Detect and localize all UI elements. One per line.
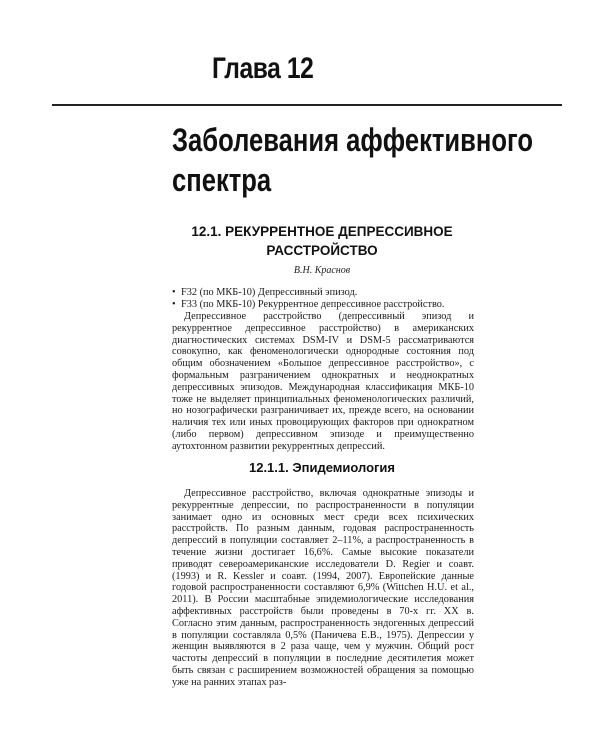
chapter-title-line: Заболевания аффективного (172, 122, 533, 158)
chapter-divider (52, 104, 562, 106)
icd-code-list (172, 287, 474, 311)
chapter-title-line: спектра (172, 162, 272, 198)
list-item: • F33 (по МКБ-10) Рекуррентное депрессивное расстройство. (172, 299, 474, 311)
section-heading (172, 222, 472, 260)
paragraph-text: Депрессивное расстройство (депрессивный эпизод и рекуррентное депрессивное расстройство) в американских диагностических системах DSM-IV и DSM-5 рассматриваются совокупно, как феноменологически однородные состояния под общим обозначением «Большое депрессивное расстройство», с формальным разграничением однократных и неоднократных депрессивных эпизодов. Международная классификация МКБ-10 тоже не выделяет принципиальных феноменологических различий, но нозографически разграничивает их, прежде всего, на основании наличия тех или иных провоцирующих факторов при однократном (либо первом) депрессивном эпизоде и преимущественно аутохтонном развитии рекуррентных депрессий. (172, 311, 474, 452)
section-heading-line: РАССТРОЙСТВО (266, 243, 378, 258)
list-item: • F32 (по МКБ-10) Депрессивный эпизод. (172, 287, 474, 299)
subsection-heading: 12.1.1. Эпидемиология (248, 460, 395, 475)
section-heading-line: 12.1. РЕКУРРЕНТНОЕ ДЕПРЕССИВНОЕ (191, 224, 453, 239)
paragraph-text: Депрессивное расстройство, включая однократные эпизоды и рекуррентные депрессии, по распространенности в популяции занимает одно из основных мест среди всех психических расстройств. По разным данным, годовая распространенность депрессий в популяции составляет 2–11%, а распространенность в течение жизни достигает 16,6%. Самые высокие показатели приводят североамериканские исследователи D. Regier и соавт. (1993) и R. Kessler и соавт. (1994, 2007). Европейские данные годовой распространенности составляют 6,9% (Wittchen H.U. et al., 2011). В России масштабные эпидемиологические исследования аффективных расстройств были проведены в 70-х гг. XX в. Согласно этим данным, распространенность эндогенных депрессий в популяции составляла 0,5% (Паничева Е.В., 1975). Депрессии у женщин выявляются в 2 раза чаще, чем у мужчин. Общий рост частоты депрессий в популяции в последние десятилетия может быть связан с расширением возможностей обращения за помощью уже на ранних этапах раз- (172, 488, 474, 688)
section-intro-paragraph (172, 311, 474, 453)
epidemiology-paragraph (172, 488, 474, 689)
author-byline: В.Н. Краснов (293, 265, 351, 276)
chapter-title (172, 120, 533, 200)
chapter-label: Глава 12 (212, 52, 314, 85)
